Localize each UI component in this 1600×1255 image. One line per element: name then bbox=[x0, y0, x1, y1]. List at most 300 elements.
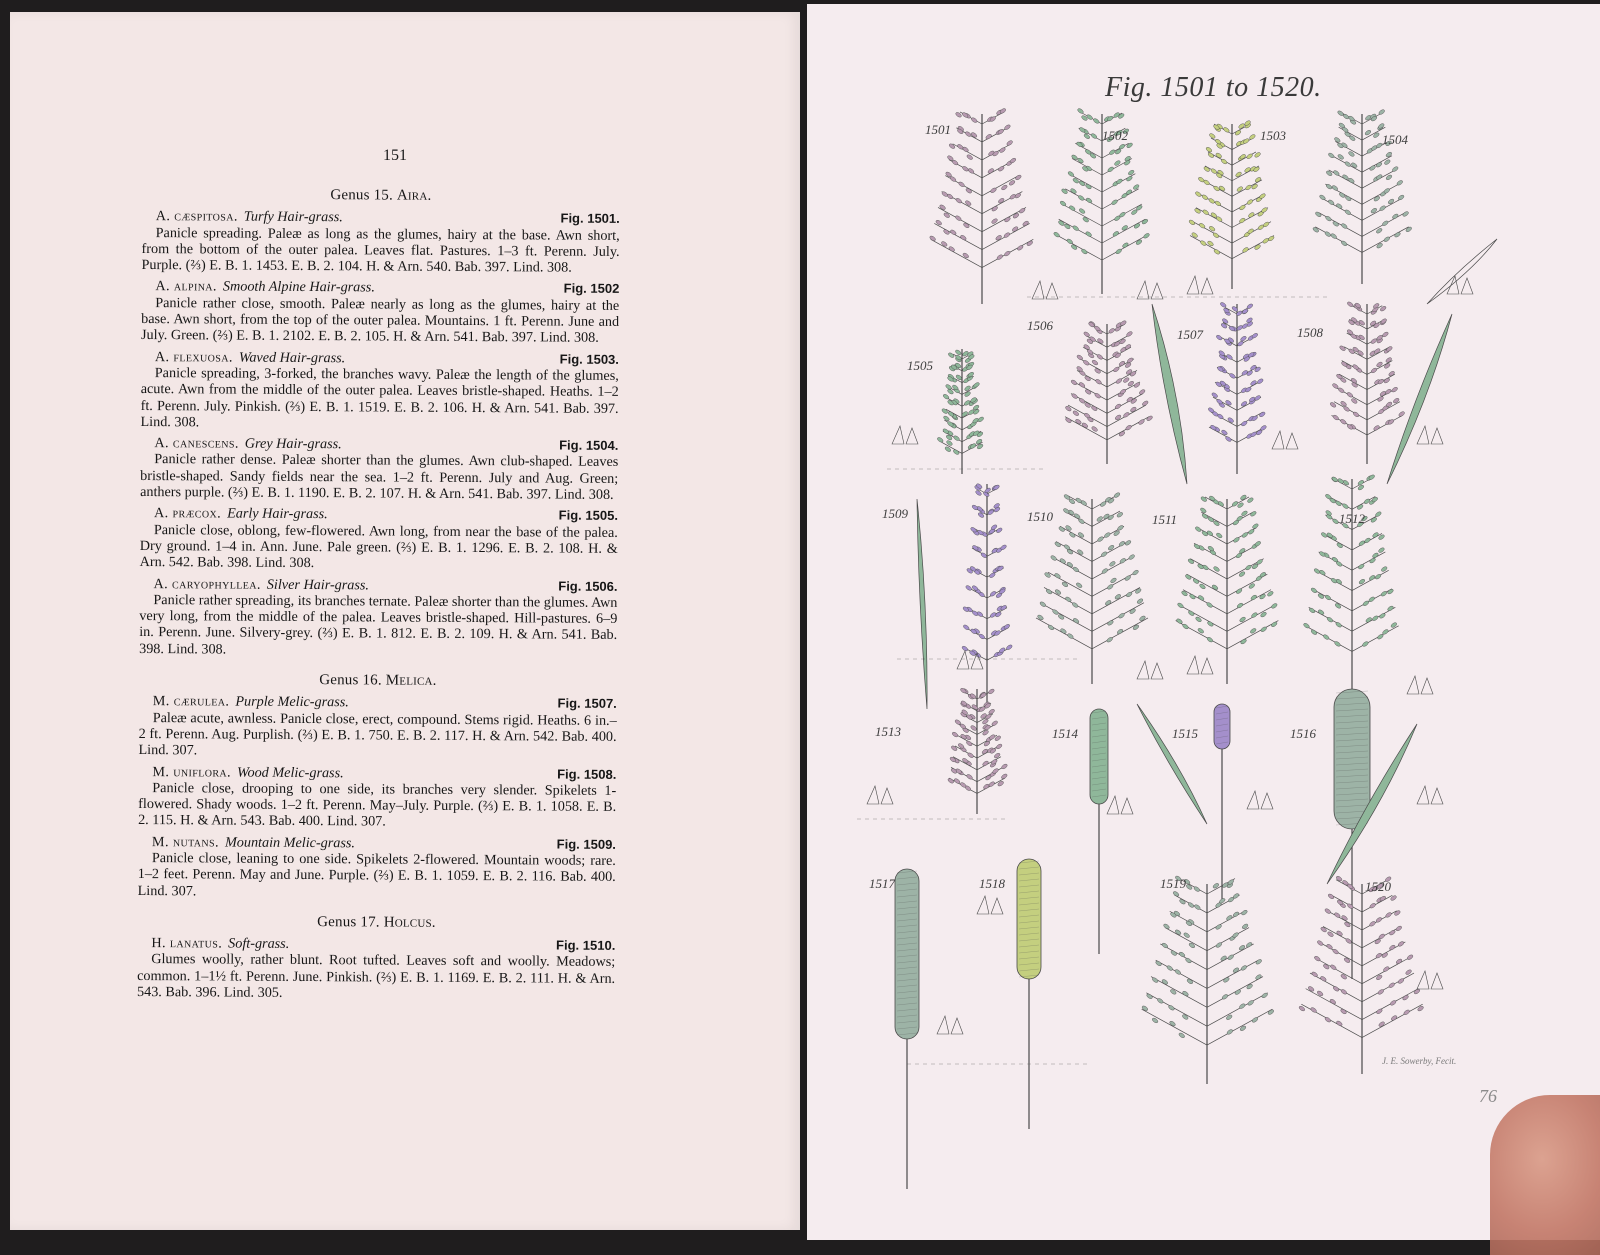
figure-reference: Fig. 1506. bbox=[558, 578, 618, 594]
fig-1503-spikelet bbox=[1188, 219, 1195, 226]
fig-1520-spikelet bbox=[1320, 975, 1327, 982]
fig-1504-spikelet bbox=[1345, 195, 1352, 202]
fig-1513-spikelet bbox=[988, 708, 995, 715]
figure-number-label: 1518 bbox=[979, 876, 1005, 891]
fig-1511-branch bbox=[1198, 528, 1227, 544]
fig-1511-branch bbox=[1227, 621, 1278, 649]
figure-number-label: 1517 bbox=[869, 876, 895, 891]
fig-1504-detail bbox=[1461, 278, 1473, 294]
fig-1511-spikelet bbox=[1240, 638, 1247, 645]
species-entry bbox=[141, 278, 619, 346]
fig-1504-spikelet bbox=[1351, 162, 1358, 169]
fig-1519-spikelet bbox=[1174, 969, 1181, 976]
page-number: 151 bbox=[383, 147, 407, 164]
fig-1519-spikelet bbox=[1215, 924, 1222, 931]
fig-1502-spikelet bbox=[1070, 188, 1077, 195]
fig-1507-branch bbox=[1213, 397, 1237, 410]
fig-1520-detail bbox=[1431, 973, 1443, 989]
fig-1510-spikelet bbox=[1045, 588, 1052, 595]
fig-1519-spikelet bbox=[1186, 884, 1193, 891]
fig-1502-spikelet bbox=[1061, 188, 1068, 195]
fig-1515-detail bbox=[1247, 791, 1259, 809]
fig-1509-spikelet bbox=[965, 585, 972, 592]
fig-1519-spikelet bbox=[1178, 1032, 1185, 1039]
fig-1508-spikelet bbox=[1332, 414, 1339, 421]
fig-1502-detail bbox=[1151, 283, 1163, 299]
fig-1519-spikelet bbox=[1241, 909, 1248, 916]
fig-1510-spikelet bbox=[1077, 532, 1084, 539]
fig-1513-spikelet bbox=[966, 740, 973, 747]
fig-1510-spikelet bbox=[1065, 596, 1072, 603]
fig-1513-spikelet bbox=[994, 752, 1001, 759]
fig-1508-branch bbox=[1334, 402, 1367, 420]
holding-thumb bbox=[1490, 1095, 1600, 1255]
fig-1512-spikelet bbox=[1317, 609, 1324, 616]
fig-1511-spikelet bbox=[1207, 516, 1214, 523]
fig-1520-spikelet bbox=[1381, 952, 1388, 959]
fig-1513-spikelet bbox=[991, 720, 998, 727]
fig-1506-spikelet bbox=[1081, 422, 1088, 429]
fig-1519-spikelet bbox=[1239, 1025, 1246, 1032]
fig-1519-spikelet bbox=[1169, 1020, 1176, 1027]
fig-1513-spikelet bbox=[1001, 763, 1008, 770]
fig-1503-spikelet bbox=[1268, 235, 1275, 242]
fig-1519-branch bbox=[1151, 977, 1207, 1008]
fig-1510-spikelet bbox=[1104, 532, 1111, 539]
fig-1512-spikelet bbox=[1321, 532, 1328, 539]
fig-1503-spikelet bbox=[1201, 194, 1208, 201]
fig-1517-detail bbox=[951, 1018, 963, 1034]
fig-1504-spikelet bbox=[1369, 165, 1376, 172]
fig-1510-spikelet bbox=[1065, 525, 1072, 532]
fig-1501-spikelet bbox=[1006, 140, 1013, 147]
fig-1513-spikelet bbox=[947, 777, 954, 784]
figure-reference: Fig. 1508. bbox=[557, 766, 617, 782]
fig-1520-spikelet bbox=[1332, 985, 1339, 992]
fig-1520-spikelet bbox=[1417, 1005, 1424, 1012]
left-text-page bbox=[10, 12, 800, 1230]
figure-number-label: 1509 bbox=[882, 506, 908, 521]
fig-1504-spikelet bbox=[1373, 195, 1380, 202]
fig-1506-spikelet bbox=[1130, 406, 1137, 413]
fig-1501-spikelet bbox=[998, 165, 1005, 172]
fig-1501-spikelet bbox=[1026, 240, 1033, 247]
fig-1520-branch bbox=[1362, 1004, 1423, 1037]
fig-1502-branch bbox=[1062, 204, 1102, 226]
fig-1511-spikelet bbox=[1195, 526, 1202, 533]
fig-1502-detail bbox=[1137, 281, 1149, 299]
fig-1519-spikelet bbox=[1240, 965, 1247, 972]
fig-1513-spikelet bbox=[995, 743, 1002, 750]
common-name: Silver Hair-grass. bbox=[266, 576, 370, 593]
fig-1504-spikelet bbox=[1332, 221, 1339, 228]
fig-1501-spikelet bbox=[939, 204, 946, 211]
fig-1513-spikelet bbox=[983, 783, 990, 790]
fig-1519-spikelet bbox=[1186, 978, 1193, 985]
fig-1505-detail bbox=[892, 426, 904, 444]
common-name: Early Hair-grass. bbox=[227, 505, 328, 523]
fig-1519-spikelet bbox=[1220, 955, 1227, 962]
fig-1512-spikelet bbox=[1357, 504, 1364, 511]
fig-1519-spikelet bbox=[1255, 974, 1262, 981]
fig-1513-spikelet bbox=[997, 780, 1004, 787]
fig-1506-spikelet bbox=[1065, 417, 1072, 424]
species-name: A. præcox. bbox=[153, 505, 222, 522]
fig-1501-spikelet bbox=[955, 215, 962, 222]
fig-1507-spikelet bbox=[1211, 392, 1218, 399]
fig-1508-spikelet bbox=[1384, 363, 1391, 370]
fig-1519-branch bbox=[1207, 977, 1263, 1008]
fig-1511-spikelet bbox=[1235, 588, 1242, 595]
genus-heading bbox=[139, 671, 617, 690]
fig-1501-detail bbox=[1046, 283, 1058, 299]
fig-1502-spikelet bbox=[1109, 149, 1116, 156]
fig-1520-spikelet bbox=[1316, 990, 1323, 997]
fig-1501-spikelet bbox=[960, 234, 967, 241]
fig-1501-spikelet bbox=[1015, 174, 1022, 181]
fig-1510-spikelet bbox=[1124, 575, 1131, 582]
fig-1513-branch bbox=[977, 757, 1001, 770]
fig-1510-spikelet bbox=[1132, 569, 1139, 576]
fig-1512-branch bbox=[1352, 552, 1385, 570]
fig-1512-branch bbox=[1352, 626, 1399, 652]
fig-1502-spikelet bbox=[1133, 184, 1140, 191]
fig-1520-branch bbox=[1327, 911, 1362, 930]
fig-1504-spikelet bbox=[1382, 220, 1389, 227]
fig-1501-spikelet bbox=[935, 219, 942, 226]
fig-1504-spikelet bbox=[1326, 170, 1333, 177]
fig-1518-detail bbox=[991, 898, 1003, 914]
figure-number-label: 1501 bbox=[925, 122, 951, 137]
fig-1504-spikelet bbox=[1376, 242, 1383, 249]
fig-1515-detail bbox=[1261, 793, 1273, 809]
fig-1511-detail bbox=[1187, 656, 1199, 674]
figure-number-label: 1511 bbox=[1152, 512, 1178, 527]
figure-number-label: 1507 bbox=[1177, 327, 1203, 342]
fig-1503-spikelet bbox=[1246, 199, 1253, 206]
fig-1501-spikelet bbox=[929, 235, 936, 242]
fig-1511-spikelet bbox=[1197, 563, 1204, 570]
fig-1510-spikelet bbox=[1113, 530, 1120, 537]
fig-1511-spikelet bbox=[1207, 621, 1214, 628]
fig-1519-spikelet bbox=[1232, 911, 1239, 918]
fig-1505-spikelet bbox=[953, 435, 960, 442]
fig-1510-spikelet bbox=[1129, 608, 1136, 615]
fig-1512-spikelet bbox=[1336, 542, 1343, 549]
fig-1510-spikelet bbox=[1113, 492, 1120, 499]
fig-1512-spikelet bbox=[1317, 593, 1324, 600]
fig-1505-spikelet bbox=[953, 449, 960, 456]
fig-1510-spikelet bbox=[1054, 541, 1061, 548]
species-description: Panicle rather dense. Paleæ shorter than the glumes. Awn club-shaped. Leaves bristle-shaped. Sandy fields near the sea. 1–2 ft. Perenn. July and Aug. Green; anthers purple. (⅔) E. B. 1. 1190. E. B. 2. 107. H. & Arn. 541. Bab. 397. Lind. 308. bbox=[140, 451, 619, 503]
botanical-plate-illustration bbox=[807, 4, 1600, 1240]
fig-1518-detail bbox=[977, 896, 989, 914]
fig-1520-spikelet bbox=[1323, 963, 1330, 970]
fig-1506-branch bbox=[1074, 382, 1107, 400]
fig-1520-spikelet bbox=[1389, 1000, 1396, 1007]
fig-1511-detail bbox=[1201, 658, 1213, 674]
fig-1502-spikelet bbox=[1064, 223, 1071, 230]
fig-1508-detail bbox=[1431, 428, 1443, 444]
fig-1504-spikelet bbox=[1383, 236, 1390, 243]
fig-1511-branch bbox=[1227, 605, 1275, 631]
figure-number-label: 1504 bbox=[1382, 132, 1408, 147]
fig-1501-spikelet bbox=[1014, 192, 1021, 199]
fig-1512-spikelet bbox=[1323, 634, 1330, 641]
fig-1511-branch bbox=[1183, 590, 1227, 614]
fig-1510-spikelet bbox=[1063, 508, 1070, 515]
fig-1512-spikelet bbox=[1362, 600, 1369, 607]
fig-1502-spikelet bbox=[1082, 216, 1089, 223]
fig-1505-spikelet bbox=[964, 391, 971, 398]
fig-1508-spikelet bbox=[1373, 425, 1380, 432]
fig-1503-spikelet bbox=[1213, 248, 1220, 255]
fig-1512-spikelet bbox=[1310, 587, 1317, 594]
fig-1520-spikelet bbox=[1335, 875, 1342, 882]
fig-1501-detail bbox=[1032, 281, 1044, 299]
fig-1512-spikelet bbox=[1324, 594, 1331, 601]
fig-1510-spikelet bbox=[1097, 536, 1104, 543]
common-name: Grey Hair-grass. bbox=[244, 435, 342, 453]
fig-1511-spikelet bbox=[1176, 618, 1183, 625]
fig-1503-spikelet bbox=[1248, 212, 1255, 219]
fig-1519-spikelet bbox=[1255, 958, 1262, 965]
fig-1511-spikelet bbox=[1245, 564, 1252, 571]
fig-1512-spikelet bbox=[1334, 603, 1341, 610]
fig-1513-spikelet bbox=[950, 768, 957, 775]
fig-1501-spikelet bbox=[965, 131, 972, 138]
fig-1513-spikelet bbox=[960, 733, 967, 740]
figure-number-label: 1510 bbox=[1027, 509, 1053, 524]
fig-1510-spikelet bbox=[1128, 554, 1135, 561]
fig-1520-spikelet bbox=[1329, 998, 1336, 1005]
figure-number-label: 1513 bbox=[875, 724, 901, 739]
species-entry bbox=[140, 505, 618, 573]
fig-1504-spikelet bbox=[1373, 132, 1380, 139]
fig-1506-spikelet bbox=[1091, 405, 1098, 412]
fig-1520-spikelet bbox=[1324, 908, 1331, 915]
fig-1510-spikelet bbox=[1096, 516, 1103, 523]
fig-1501-spikelet bbox=[985, 133, 992, 140]
species-entry bbox=[141, 208, 619, 276]
fig-1504-spikelet bbox=[1324, 231, 1331, 238]
species-description: Panicle close, leaning to one side. Spikelets 2-flowered. Mountain woods; rare. 1–2 feet. Perenn. May and June. Purple. (⅔) E. B. 1. 1059. E. B. 2. 116. Bab. 400. Lind. 307. bbox=[137, 850, 616, 899]
figure-number-label: 1506 bbox=[1027, 318, 1053, 333]
fig-1508-spikelet bbox=[1379, 390, 1386, 397]
fig-1503-spikelet bbox=[1205, 146, 1212, 153]
fig-1506-spikelet bbox=[1094, 368, 1101, 375]
fig-1519-spikelet bbox=[1157, 998, 1164, 1005]
fig-1506-spikelet bbox=[1118, 430, 1125, 437]
fig-1503-spikelet bbox=[1236, 186, 1243, 193]
fig-1519-spikelet bbox=[1223, 977, 1230, 984]
fig-1509-spikelet bbox=[995, 611, 1002, 618]
fig-1511-spikelet bbox=[1211, 584, 1218, 591]
fig-1501-spikelet bbox=[941, 241, 948, 248]
fig-1513-spikelet bbox=[951, 745, 958, 752]
figure-number-label: 1512 bbox=[1339, 511, 1365, 526]
fig-1502-spikelet bbox=[1053, 231, 1060, 238]
fig-1510-spikelet bbox=[1060, 628, 1067, 635]
fig-1501-spikelet bbox=[987, 168, 994, 175]
fig-1519-spikelet bbox=[1170, 989, 1177, 996]
fig-1501-spikelet bbox=[998, 197, 1005, 204]
fig-1519-spikelet bbox=[1174, 929, 1181, 936]
right-plate-page bbox=[807, 4, 1600, 1240]
species-entry bbox=[137, 935, 615, 1003]
species-name: M. uniflora. bbox=[152, 763, 232, 781]
fig-1502-spikelet bbox=[1124, 155, 1131, 162]
fig-1507-spikelet bbox=[1225, 399, 1232, 406]
fig-1520-spikelet bbox=[1327, 893, 1334, 900]
genus-name: Holcus. bbox=[383, 914, 436, 931]
fig-1512-spikelet bbox=[1374, 573, 1381, 580]
fig-1503-spikelet bbox=[1210, 168, 1217, 175]
fig-1510-spikelet bbox=[1054, 572, 1061, 579]
fig-1508-spikelet bbox=[1343, 406, 1350, 413]
fig-1511-spikelet bbox=[1187, 558, 1194, 565]
fig-1504-spikelet bbox=[1387, 198, 1394, 205]
fig-1510-spikelet bbox=[1057, 614, 1064, 621]
species-description: Panicle rather close, smooth. Paleæ nearly as long as the glumes, hairy at the base. Awn short, from the top of the outer palea. Mountains. 1 ft. Perenn. June and July. Green. (⅔) E. B. 1. 2102. E. B. 2. 105. H. & Arn. 541. Bab. 397. Lind. 308. bbox=[141, 294, 620, 347]
fig-1503-spikelet bbox=[1254, 244, 1261, 251]
fig-1520-spikelet bbox=[1320, 926, 1327, 933]
fig-1520-spikelet bbox=[1383, 966, 1390, 973]
fig-1519-spikelet bbox=[1155, 960, 1162, 967]
genus-heading bbox=[137, 913, 615, 932]
fig-1508-spikelet bbox=[1377, 396, 1384, 403]
fig-1501-spikelet bbox=[943, 229, 950, 236]
fig-1513-spikelet bbox=[1001, 773, 1008, 780]
fig-1502-branch bbox=[1102, 189, 1139, 209]
fig-1510-spikelet bbox=[1069, 532, 1076, 539]
fig-1508-spikelet bbox=[1370, 367, 1377, 374]
common-name: Turfy Hair-grass. bbox=[243, 208, 343, 226]
fig-1502-spikelet bbox=[1072, 225, 1079, 232]
fig-1506-spikelet bbox=[1142, 400, 1149, 407]
common-name: Smooth Alpine Hair-grass. bbox=[222, 278, 375, 296]
fig-1501-spikelet bbox=[991, 205, 998, 212]
fig-1502-spikelet bbox=[1126, 175, 1133, 182]
fig-1502-spikelet bbox=[1070, 244, 1077, 251]
fig-1505-spikelet bbox=[945, 384, 952, 391]
engraver-credit: J. E. Sowerby, Fecit. bbox=[1382, 1056, 1457, 1066]
fig-1511-spikelet bbox=[1239, 616, 1246, 623]
fig-1520-spikelet bbox=[1341, 915, 1348, 922]
fig-1520-spikelet bbox=[1317, 940, 1324, 947]
fig-1520-spikelet bbox=[1397, 941, 1404, 948]
fig-1520-spikelet bbox=[1307, 986, 1314, 993]
species-name: A. caryophyllea. bbox=[153, 575, 261, 593]
figure-reference: Fig. 1509. bbox=[556, 836, 616, 852]
fig-1502-spikelet bbox=[1069, 205, 1076, 212]
fig-1501-spikelet bbox=[995, 234, 1002, 241]
fig-1510-branch bbox=[1040, 603, 1092, 632]
fig-1511-spikelet bbox=[1200, 507, 1207, 514]
fig-1504-spikelet bbox=[1394, 231, 1401, 238]
fig-1520-spikelet bbox=[1385, 912, 1392, 919]
fig-1506-branch bbox=[1107, 394, 1143, 414]
fig-1501-spikelet bbox=[962, 252, 969, 259]
fig-1508-spikelet bbox=[1377, 378, 1384, 385]
fig-1504-spikelet bbox=[1370, 207, 1377, 214]
fig-1517-detail bbox=[937, 1016, 949, 1034]
fig-1506-spikelet bbox=[1078, 382, 1085, 389]
fig-1502-branch bbox=[1055, 234, 1102, 260]
fig-1503-spikelet bbox=[1195, 191, 1202, 198]
fig-1520-spikelet bbox=[1389, 944, 1396, 951]
fig-1502-spikelet bbox=[1085, 231, 1092, 238]
fig-1520-spikelet bbox=[1340, 1008, 1347, 1015]
fig-1505-spikelet bbox=[941, 408, 948, 415]
fig-1510-spikelet bbox=[1074, 513, 1081, 520]
fig-1520-spikelet bbox=[1340, 973, 1347, 980]
fig-1510-spikelet bbox=[1107, 620, 1114, 627]
fig-1519-spikelet bbox=[1267, 1009, 1274, 1016]
fig-1508-spikelet bbox=[1388, 370, 1395, 377]
fig-1511-spikelet bbox=[1271, 621, 1278, 628]
fig-1520-spikelet bbox=[1395, 925, 1402, 932]
fig-1511-spikelet bbox=[1213, 520, 1220, 527]
fig-1519-spikelet bbox=[1146, 993, 1153, 1000]
fig-1512-spikelet bbox=[1370, 517, 1377, 524]
fig-1507-spikelet bbox=[1220, 302, 1227, 309]
fig-1520-spikelet bbox=[1332, 948, 1339, 955]
fig-1509-spikelet bbox=[996, 527, 1003, 534]
fig-1513-spikelet bbox=[982, 729, 989, 736]
figure-number-label: 1503 bbox=[1260, 128, 1286, 143]
species-name: A. cæspitosa. bbox=[155, 208, 238, 225]
fig-1507-detail bbox=[1272, 431, 1284, 449]
figure-reference: Fig. 1504. bbox=[559, 437, 619, 454]
genus-heading bbox=[142, 186, 620, 205]
fig-1519-spikelet bbox=[1183, 932, 1190, 939]
fig-1510-spikelet bbox=[1114, 593, 1121, 600]
fig-1512-branch bbox=[1312, 589, 1352, 611]
fig-1503-spikelet bbox=[1194, 208, 1201, 215]
species-name: H. lanatus. bbox=[151, 935, 223, 952]
fig-1512-spikelet bbox=[1387, 605, 1394, 612]
fig-1501-spikelet bbox=[1004, 216, 1011, 223]
fig-1512-spikelet bbox=[1335, 500, 1342, 507]
fig-1512-spikelet bbox=[1372, 532, 1379, 539]
figure-number-label: 1505 bbox=[907, 358, 933, 373]
fig-1510-spikelet bbox=[1058, 526, 1065, 533]
fig-1510-spikelet bbox=[1139, 615, 1146, 622]
fig-1519-spikelet bbox=[1226, 915, 1233, 922]
fig-1501-branch bbox=[982, 176, 1019, 196]
fig-1506-spikelet bbox=[1091, 359, 1098, 366]
species-description: Panicle spreading, 3-forked, the branches wavy. Paleæ the length of the glumes, acute. Awn from the middle of the outer palea. Leaves bristle-shaped. Heaths. 1–2 ft. Perenn. July. Pinkish. (⅔) E. B. 1. 1519. E. B. 2. 106. H. & Arn. 541. Bab. 397. Lind. 308. bbox=[140, 365, 619, 431]
fig-1510-detail bbox=[1137, 661, 1149, 679]
fig-1505-detail bbox=[906, 428, 918, 444]
fig-1511-spikelet bbox=[1189, 593, 1196, 600]
fig-1510-branch bbox=[1048, 572, 1092, 596]
fig-1512-spikelet bbox=[1334, 641, 1341, 648]
fig-1504-spikelet bbox=[1397, 194, 1404, 201]
fig-1513-detail bbox=[881, 788, 893, 804]
fig-1519-spikelet bbox=[1234, 989, 1241, 996]
fig-1515-spike bbox=[1214, 704, 1230, 749]
fig-1520-branch bbox=[1319, 942, 1362, 966]
fig-1506-spikelet bbox=[1138, 389, 1145, 396]
fig-1511-branch bbox=[1187, 574, 1227, 596]
fig-1510-branch bbox=[1092, 557, 1132, 579]
fig-1509-leaf bbox=[917, 499, 927, 709]
fig-1513-spikelet bbox=[982, 760, 989, 767]
fig-1508-spikelet bbox=[1383, 377, 1390, 384]
fig-1520-spikelet bbox=[1340, 988, 1347, 995]
